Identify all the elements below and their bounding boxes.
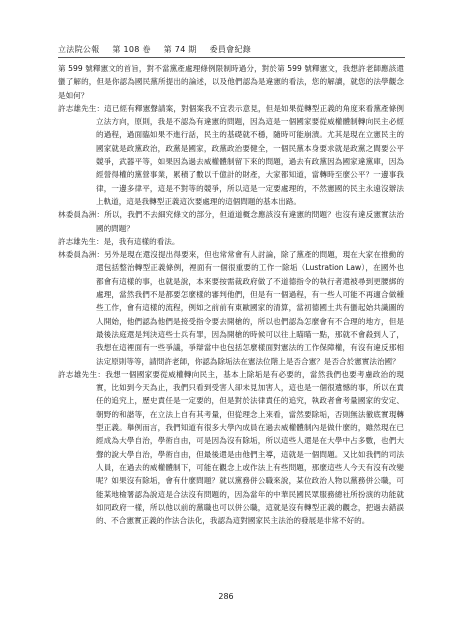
issue-number: 第 74 期: [163, 45, 197, 54]
transcript-paragraph: [58, 62, 404, 102]
transcript-paragraph: [58, 208, 404, 235]
speaker-label: 許志雄先生：: [58, 103, 105, 113]
speaker-label: 許志雄先生：: [58, 369, 106, 379]
paragraph-text: 另外是現在還沒提出得要來，但也常常會有人討論，除了黨產的問題，現在大家在推動的還包括整治轉型正義條例，裡面有一個很重要的工作一除垢（Lustration Law），在國外也都會有這樣的事，也就是說，本來要按需裁政府做了不道德指令的執行者還被尋到更腰綁的處理，當然我們不是都要怎麼樣的審判他們，但是有一個過程，有一些人可能不再適合做種些工作，會有這樣的流程，例如之前前有東歐國家的清算，當初德國土共有蠻起始共識圖的人開始，他們認為他們是接受指令要去開槍的，所以也們認為怎麼會有不合理的地方，但是最後法庭還是判決這些士兵有罪，因為開槍的時候可以往上瞄瞄一點，那就不會殺到人了，我想在這裡面有一些爭議，爭辯當中也包括怎麼樣面對憲法的工作保障權，有沒有違反那相法定原則等等，請問許老師，你認為除垢法在憲法位階上是否合憲？是否合於憲實法治國？: [96, 250, 405, 366]
transcript-body: [58, 62, 404, 527]
transcript-paragraph: [58, 235, 404, 248]
transcript-paragraph: [58, 102, 404, 208]
speaker-label: 許志雄先生：: [58, 236, 104, 246]
paragraph-text: 我想一個國家要從威權轉向民主，基本上除垢是有必要的，當然我們也要考慮政治的現實，比如到今天為止，我們只看到受害人卻未見加害人，這也是一個很遺憾的事，所以在責任的追究上，歷史責任是一定要的，但是對於法律責任的追究，執政者會考量國家的安定、朝野的和諧等，在立法上自有其考量，但從理念上來看，當然要除垢，否則無法徹底實現轉型正義。舉例而言，我們知道有很多大學內成員在過去威權體制內是做什麼的，雖然現在已經成為大學自治，學術自由，可是因為沒有除垢，所以這些人還是在大學中占多數，也們大聲的說大學自治，學術自由，但最後還是由他們主導，這就是一個問題。又比如我們的司法人員，在過去的威權體制下，可能在觀念上或作法上有些問題，那麼這些人今天有沒有改變呢？如果沒有除垢，會有什麼問題？就以黨務併公職來說，某位政治人物以黨務併公職，可能某地檢署認為說這是合法沒有問題的，因為當年的中華民國民眾服務總社所扮演的功能就如同政府一樣，所以他以前的黨職也可以併公職，這就是沒有轉型正義的觀念，把過去錯誤的、不合憲實正義的作法合法化，我認為這對國家民主法治的發展是非常不好的。: [96, 369, 404, 526]
publication-name: 立法院公報: [58, 45, 100, 54]
section-name: 委員會紀錄: [209, 45, 252, 54]
page-number: 286: [218, 592, 234, 601]
paragraph-text: 這已經有釋憲聲請案，對個案我不宜表示意見，但是如果從轉型正義的角度來看黨產條例立法方向，原則，我是不認為有違憲的問題，因為這是一個國家要從威權體制轉向民主必經的過程，過面臨如果不進行話，民主的基礎就不穩，隨時可能崩潰。尤其是現在立憲民主的國家就是政黨政治，政黨是國家，政黨政治要健全，一個民黨本身要求就是政黨之間要公平競爭，武器平等，如果因為過去威權體制留下來的問題，過去有政黨因為國家違黨庫，因為經營得權的黨營事業，累積了數以千億計的財產，大家都知道，當轉時至麼公平？一邊事我律，一邊多律平，這是不對等的競爭，所以這是一定要處理的，不然憲國的民主永遠沒辦法上軌道，這是我轉型正義這次要處理的這個問題的基本出路。: [96, 103, 405, 206]
transcript-paragraph: [58, 368, 404, 528]
page-header: [58, 44, 261, 55]
speaker-label: 林委員為洲：: [58, 210, 105, 220]
speaker-label: 林委員為洲：: [58, 250, 105, 260]
paragraph-text: 是，我有這樣的看法。: [103, 236, 180, 246]
paragraph-text: 第 599 號釋憲文的首旨，對不當黨產處理條例限制時過分，對於第 599 號釋憲文，我想許老師應該還蠻了解的，但是你認為國民黨所提出的論述，以及他們認為是違憲的看法，您的解讀，就您的法學觀念是如何？: [58, 64, 404, 100]
volume-number: 第 108 卷: [112, 45, 151, 54]
transcript-paragraph: [58, 248, 404, 368]
paragraph-text: 所以，我們不去細究條文的部分，但道道概念應該沒有違憲的問題？也沒有違反憲實法治國的問題？: [96, 210, 405, 233]
header-rule: [58, 57, 405, 58]
